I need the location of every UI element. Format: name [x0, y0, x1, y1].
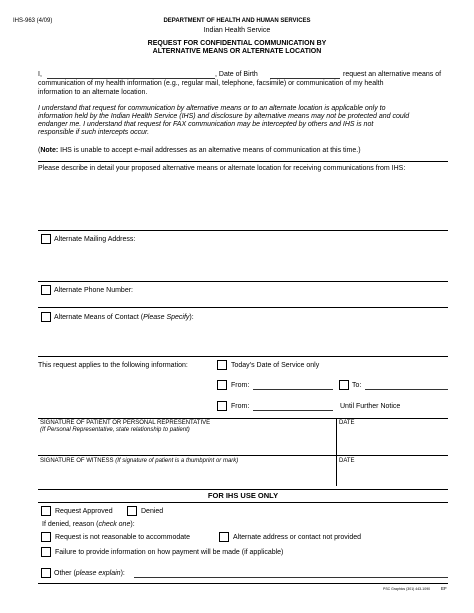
- form-title-line1: REQUEST FOR CONFIDENTIAL COMMUNICATION BY: [147, 40, 327, 47]
- describe-instruction: Please describe in detail your proposed alternative means or alternate location for receiving communications from IHS:: [38, 165, 406, 172]
- divider: [38, 161, 448, 162]
- i-label: I,: [38, 71, 42, 78]
- today-only-label: Today’s Date of Service only: [231, 362, 320, 369]
- understand-line2: information held by the Indian Health Service (IHS) and disclosure by alternative means may not be protected and could: [38, 113, 410, 120]
- phone-number-checkbox[interactable]: [41, 285, 51, 295]
- note-text: (Note: IHS is unable to accept e-mail addresses as an alternative means of communication at this time.): [38, 147, 361, 154]
- not-reasonable-label: Request is not reasonable to accommodate: [55, 534, 191, 541]
- ihs-use-heading: FOR IHS USE ONLY: [207, 491, 279, 500]
- from-label-2: From:: [231, 403, 250, 410]
- intro-line3: information to an alternate location.: [38, 89, 148, 96]
- denied-checkbox[interactable]: [127, 506, 137, 516]
- form-code: EF: [441, 586, 447, 591]
- divider: [38, 489, 448, 490]
- divider: [38, 583, 448, 584]
- witness-date-field[interactable]: [337, 466, 447, 485]
- request-approved-label: Request Approved: [55, 508, 113, 515]
- understand-line1: I understand that request for communication by alternative means or to an alternate location is applicable only to: [38, 105, 386, 112]
- divider: [38, 307, 448, 308]
- patient-signature-note: (If Personal Representative, state relationship to patient): [40, 427, 190, 433]
- other-explain-field[interactable]: [134, 577, 448, 578]
- alt-not-provided-checkbox[interactable]: [219, 532, 229, 542]
- witness-signature-label: SIGNATURE OF WITNESS (If signature of patient is a thumbprint or mark): [40, 458, 239, 464]
- describe-area[interactable]: [38, 176, 448, 226]
- failure-payment-checkbox[interactable]: [41, 547, 51, 557]
- mailing-address-label: Alternate Mailing Address:: [54, 236, 136, 243]
- understand-line3: endanger me. I understand that request for FAX communication may be intercepted by others and IHS is not: [38, 121, 374, 128]
- to-label: To:: [352, 382, 362, 389]
- to-date-field[interactable]: [365, 389, 448, 390]
- failure-payment-label: Failure to provide information on how payment will be made (if applicable): [55, 549, 284, 556]
- department-name: DEPARTMENT OF HEALTH AND HUMAN SERVICES: [163, 18, 311, 24]
- means-of-contact-checkbox[interactable]: [41, 312, 51, 322]
- patient-date-field[interactable]: [337, 428, 447, 452]
- divider: [38, 281, 448, 282]
- from-label: From:: [231, 382, 250, 389]
- form-title-line2: ALTERNATIVE MEANS OR ALTERNATE LOCATION: [152, 48, 322, 55]
- to-checkbox[interactable]: [339, 380, 349, 390]
- divider: [38, 502, 448, 503]
- other-label: Other (please explain):: [54, 570, 125, 577]
- printer-credit: PSC Graphics (301) 443-1090: [383, 587, 431, 591]
- patient-signature-label: SIGNATURE OF PATIENT OR PERSONAL REPRESENTATIVE: [40, 420, 211, 426]
- applies-label: This request applies to the following information:: [38, 362, 188, 369]
- date-label: DATE: [339, 420, 355, 426]
- alt-not-provided-label: Alternate address or contact not provided: [233, 534, 362, 541]
- understand-line4: responsible if such intercepts occur.: [38, 129, 150, 136]
- other-checkbox[interactable]: [41, 568, 51, 578]
- until-notice-label: Until Further Notice: [340, 403, 401, 410]
- from-date-field-2[interactable]: [253, 410, 333, 411]
- dob-label: , Date of Birth: [215, 71, 258, 78]
- not-reasonable-checkbox[interactable]: [41, 532, 51, 542]
- intro-line2: communication of my health information (e.g., regular mail, telephone, facsimile) or communication of my health: [38, 80, 384, 87]
- from-range-checkbox[interactable]: [217, 380, 227, 390]
- if-denied-label: If denied, reason (check one):: [42, 521, 135, 528]
- divider: [38, 418, 448, 419]
- date-label: DATE: [339, 458, 355, 464]
- form-number: IHS-963 (4/09): [13, 18, 53, 24]
- service-name: Indian Health Service: [203, 27, 271, 34]
- means-of-contact-label: Alternate Means of Contact (Please Specify):: [54, 314, 194, 321]
- from-date-field[interactable]: [253, 389, 333, 390]
- divider: [38, 230, 448, 231]
- request-text: request an alternative means of: [343, 71, 442, 78]
- divider: [38, 356, 448, 357]
- denied-label: Denied: [141, 508, 164, 515]
- phone-number-label: Alternate Phone Number:: [54, 287, 133, 294]
- from-until-checkbox[interactable]: [217, 401, 227, 411]
- witness-signature-field[interactable]: [38, 466, 335, 485]
- patient-signature-field[interactable]: [38, 434, 335, 452]
- request-approved-checkbox[interactable]: [41, 506, 51, 516]
- mailing-address-checkbox[interactable]: [41, 234, 51, 244]
- divider: [38, 455, 448, 456]
- today-only-checkbox[interactable]: [217, 360, 227, 370]
